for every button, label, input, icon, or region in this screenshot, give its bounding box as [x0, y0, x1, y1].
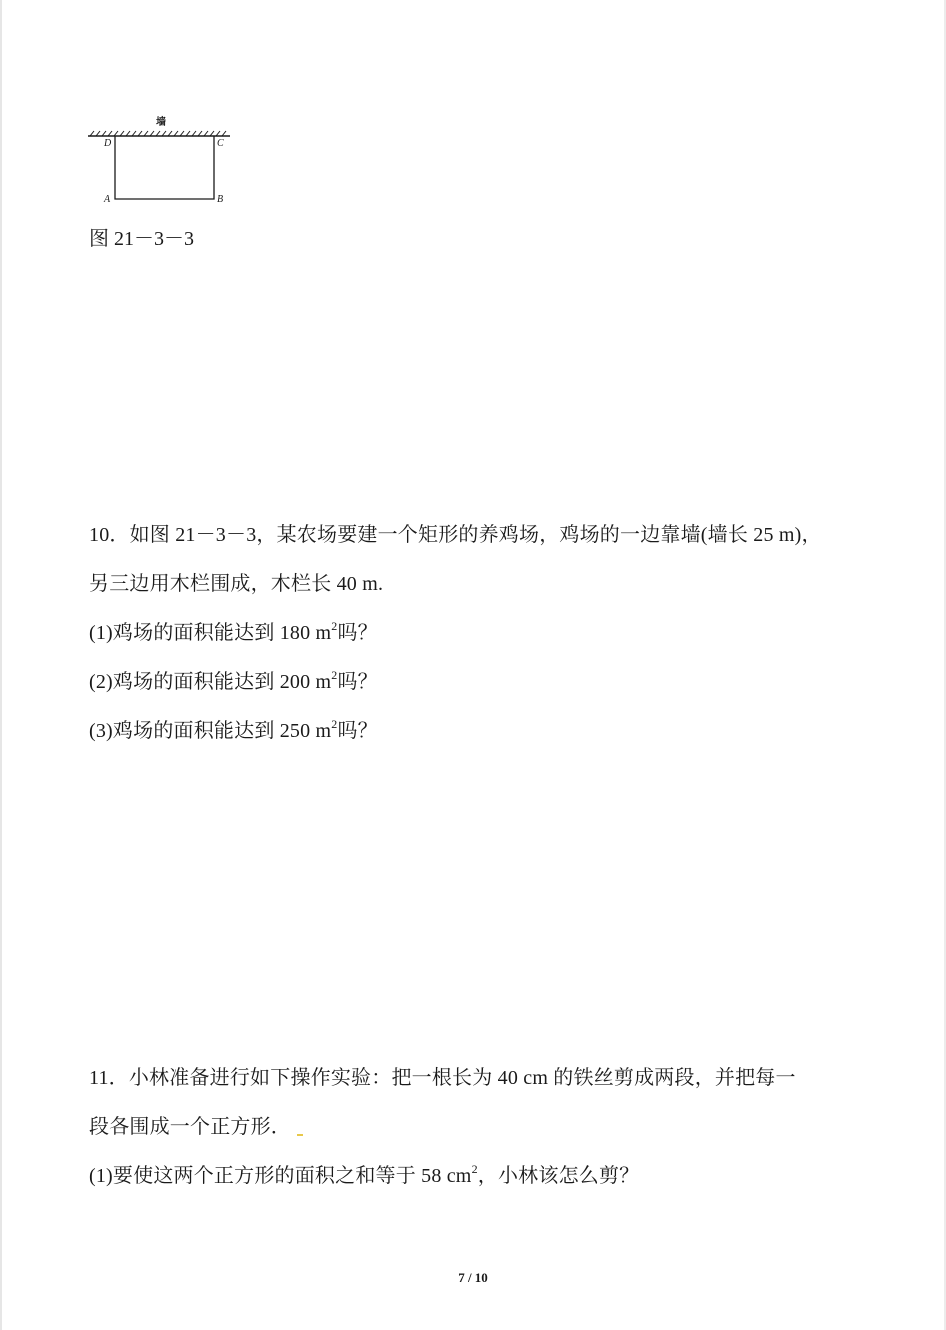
wall-label: 墙: [156, 117, 166, 128]
corner-label-a: A: [104, 194, 111, 205]
figure-caption: 图 21－3－3: [89, 228, 194, 250]
superscript: 2: [471, 1162, 478, 1177]
question-11-line-2-wrap: [89, 1114, 303, 1140]
page-left-edge: [0, 0, 2, 1330]
q10-part-1-post: 吗？: [337, 622, 378, 644]
q10-part-2-post: 吗？: [337, 671, 378, 693]
corner-label-d: D: [104, 138, 112, 149]
question-10-part-2: [89, 669, 378, 695]
q10-part-2-text: (2)鸡场的面积能达到 200 m: [89, 671, 332, 693]
highlight-mark: [297, 1134, 303, 1136]
q10-part-1-text: (1)鸡场的面积能达到 180 m: [89, 622, 332, 644]
q11-part-1-text: (1)要使这两个正方形的面积之和等于 58 cm: [89, 1165, 472, 1187]
superscript: 2: [331, 668, 338, 683]
figure-21-3-3: [86, 112, 236, 212]
question-10-part-1: [89, 620, 378, 646]
corner-label-b: B: [217, 194, 224, 205]
q11-part-1-post: ，小林该怎么剪？: [477, 1165, 640, 1187]
question-11-part-1: [89, 1163, 639, 1189]
q10-part-3-text: (3)鸡场的面积能达到 250 m: [89, 720, 332, 742]
corner-label-c: C: [217, 138, 224, 149]
question-10-line-1: 10．如图 21－3－3，某农场要建一个矩形的养鸡场，鸡场的一边靠墙(墙长 25 m)，: [89, 524, 822, 546]
question-11-line-2: 段各围成一个正方形．: [89, 1116, 291, 1138]
question-11-line-1: 11．小林准备进行如下操作实验：把一根长为 40 cm 的铁丝剪成两段，并把每一: [89, 1067, 796, 1089]
superscript: 2: [331, 717, 338, 732]
question-10-line-2: 另三边用木栏围成，木栏长 40 m.: [89, 573, 384, 595]
page-number: 7 / 10: [458, 1270, 488, 1285]
question-10-part-3: [89, 718, 378, 744]
q10-part-3-post: 吗？: [337, 720, 378, 742]
superscript: 2: [331, 619, 338, 634]
